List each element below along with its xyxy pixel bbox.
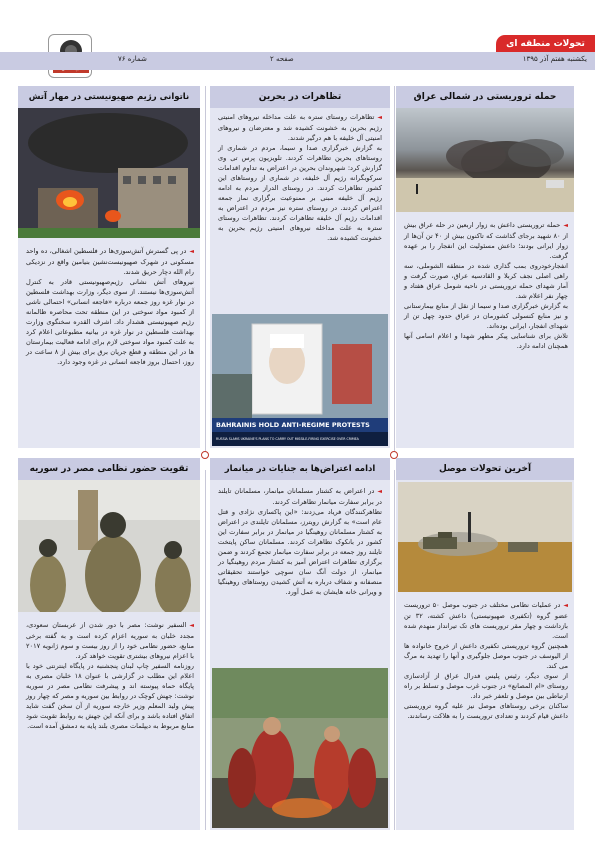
- issue-number: شماره ۷۶: [118, 55, 147, 63]
- iraq-photo: [396, 108, 574, 212]
- article-mosul: [396, 458, 574, 830]
- article-body: [26, 620, 194, 731]
- paragraph: به گزارش خبرگزاری صدا و سیما از نقل از منابع بیمارستانی و نیز منابع کنسولی کشورمان در عراق حدود چهل تن از شهدای انفجار، ایرانی بوده‌اند.: [404, 302, 568, 330]
- header-bar: [0, 52, 595, 70]
- egypt-photo: [18, 480, 200, 612]
- smoke-illustration: [396, 108, 574, 212]
- fire-photo: [18, 108, 200, 238]
- bullet-icon: ◄: [377, 488, 382, 495]
- monks-illustration: [212, 668, 388, 828]
- paragraph: به گزارش خبرگزاری صدا و سیما، مردم در شماری از روستاهای بحرین تظاهرات کردند. تلویزیون پرس تی وی گزارش کرد: شهروندان بحرین در اعتراض به تداوم اقدامات سرکوبگرانه رژیم آل خلیفه، در شماری از روستاهای این کشور تظاهرات کردند. در روستای الدراز مردم به ادامه رژیم آل خلیفه مبنی بر ممنوعیت برگزاری نماز جمعه اعتراض کردند. در روستای ستره نیز مردم در اعتراض به اقدامات رژیم آل خلیفه تظاهرات کردند. تظاهرات روستای ستره به علت مداخله نیروهای امنیتی رژیم بحرین به خشونت کشیده شد.: [218, 144, 382, 242]
- article-iraq: [396, 86, 574, 448]
- article-body: [26, 246, 194, 367]
- paragraph: روزنامه السفیر چاپ لبنان پنجشنبه در پایگاه اینترنتی خود با اعلام این مطلب در گزارشی با عنوان ۱۸ خلبان مصری به پایگاه حماه پیوسته اند و پیشرفت نظامی مصر در سوریه نوشت: جهش کوچک در روابط بین سوریه و مصر که چهار روز پیش ولید المعلم وزیر خارجه سوریه از آن سخن گفت شاید اتفاق افتاده باشد و برای آنکه این جهش به روابط تقویت شود منابع مربوط به دیپلمات مصری بلند پایه به دمشق آمده است.: [26, 662, 194, 730]
- paragraph: حمله تروریستی داعش به زوار اربعین در حله عراق بیش از ۸۰ شهید برجای گذاشت که تاکنون بیش از ۴۰ تن آن‌ها از زوار ایرانی بودند؛ داعش مسئولیت این انفجار را بر عهده گرفت.: [404, 221, 568, 260]
- article-title: حمله تروریستی در شمالی عراق: [396, 86, 574, 108]
- article-title: ادامه اعتراض‌ها به جنایات در میانمار: [210, 458, 390, 480]
- paragraph: ساکنان برخی روستاهای موصل نیز علیه گروه تروریستی داعش قیام کردند و تعدادی تروریست را به هلاکت رساندند.: [404, 702, 568, 720]
- paragraph: انفجارخودروی بمب گذاری شده در منطقه الشوملی، سه راهی اصلی نجف کربلا و القادسیه عراق، صورت گرفت و آمار شهدای حمله تروریستی در ناحیه شومل عراق هفتاد و چهار نفر اعلام شد.: [404, 262, 568, 300]
- paragraph: همچنین گروه تروریستی تکفیری داعش از خروج خانواده ها از الیوسف در جنوب موصل جلوگیری و آنها را تهدید به مرگ می کند.: [404, 642, 568, 670]
- column-divider: [394, 86, 395, 456]
- article-title: ناتوانی رژیم صهیونیستی در مهار آتش: [18, 86, 200, 108]
- article-body: [404, 220, 568, 351]
- article-myanmar: [210, 458, 390, 830]
- soldiers-illustration: [18, 480, 200, 612]
- paragraph: نیروهای آتش نشانی رژیم‌صهیونیستی قادر به کنترل آتش‌سوزی‌ها نیستند. از سوی دیگر، وزارت بهداشت فلسطین در نوار غزه روز جمعه درباره «فاجعه انسانی» احتمالی ناشی از کمبود مواد سوختی در این منطقه تحت محاصره ظالمانه رژیم صهیونیستی هشدار داد. اشرف القدره سخنگوی وزارت بهداشت فلسطین در نوار غزه در بیانیه مطبوعاتی اعلام کرد به علت کمبود مواد سوختی لازم برای ادامه فعالیت بیمارستان ها در این منطقه و قطع جریان برق برای بیش از ۸ ساعت در روز، احتمال بروز فاجعه انسانی در غزه وجود دارد.: [26, 278, 194, 366]
- article-body: [404, 600, 568, 721]
- article-title: تظاهرات در بحرین: [210, 86, 390, 108]
- article-body: [218, 486, 382, 597]
- article-title: تقویت حضور نظامی مصر در سوریه: [18, 458, 200, 480]
- column-divider: [205, 470, 206, 830]
- article-title: آخرین تحولات موصل: [396, 458, 574, 480]
- divider-dot: [201, 451, 209, 459]
- bullet-icon: ◄: [563, 602, 568, 609]
- paragraph: تلاش برای شناسایی پیکر مطهر شهدا و اعلام اسامی آنها همچنان ادامه دارد.: [404, 332, 568, 350]
- paragraph: در اعتراض به کشتار مسلمانان میانمار، مسلمانان تایلند در برابر سفارت میانمار تظاهرات کردند.: [218, 487, 382, 506]
- paragraph: در عملیات نظامی مختلف در جنوب موصل ۵۰ تروریست عضو گروه (تکفیری صهیونیستی) داعش کشته، ۳۲ تن بازداشت و چهار مقر تروریست های تک تیرانداز منهدم شده است.: [404, 601, 568, 640]
- bullet-icon: ◄: [563, 222, 568, 229]
- myanmar-photo: [212, 668, 388, 828]
- page-number: صفحه ۲: [270, 55, 294, 63]
- column-divider: [394, 470, 395, 830]
- article-body: [218, 112, 382, 243]
- paragraph: از سوی دیگر، رئیس پلیس فدرال عراق از آزادسازی روستای «ام المصانع» در جنوب غرب موصل و تسلط بر راه ارتباطی بین موصل و تلعفر خبر داد.: [404, 672, 568, 700]
- fire-illustration: [18, 108, 200, 238]
- news-caption: BAHRAINIS HOLD ANTI-REGIME PROTESTS: [212, 418, 388, 432]
- paragraph: السفیر نوشت: مصر با دور شدن از عربستان سعودی، مجدد خلبان به سوریه اعزام کرده است و به گفته برخی منابع، حضور نظامی خود را از روز بیست و سوم ژانویه ۲۰۱۷ با اعزام نیروهای بیشتری تقویت خواهد کرد.: [26, 621, 194, 660]
- bullet-icon: ◄: [189, 248, 194, 255]
- bahrain-photo: [212, 314, 388, 446]
- article-bahrain: [210, 86, 390, 448]
- article-palestine: [18, 86, 200, 448]
- news-ticker: RUSSIA SLAMS UKRAINE'S PLANS TO CARRY OUT MISSILE-FIRING EXERCISE OVER CRIMEA: [212, 432, 388, 446]
- issue-date: یکشنبه هفتم آذر ۱۳۹۵: [522, 55, 587, 63]
- column-divider: [205, 86, 206, 456]
- paragraph: تظاهرکنندگان فریاد می‌زدند: «این پاکسازی نژادی و قتل عام است» به گزارش رویترز، مسلمانان تایلندی در اعتراض به کشتار مسلمانان روهینگیا در میانمار در برابر سفارت این کشور در بانکوک تظاهرات کردند. مسلمانان ساکن پایتخت تایلند روز جمعه در برابر سفارت میانمار تجمع کردند و ضمن برگزاری تظاهرات اعتراض آمیز به کشتار مردم روهینگیا در میانمار، از دولت آنگ سان سوچی خواستند تحقیقاتی منصفانه و شفاف درباره به آتش کشیدن روستاهای روهینگیا و ویرانی خانه هایشان به عمل آورد.: [218, 508, 382, 596]
- section-tab: تحولات منطقه ای: [496, 35, 595, 53]
- bullet-icon: ◄: [189, 622, 194, 629]
- article-egypt: [18, 458, 200, 830]
- paragraph: در پی گسترش آتش‌سوزی‌ها در فلسطین اشغالی، ده واحد مسکونی در شهرک صهیونیست‌نشین بنیامین واقع در نزدیکی رام الله دچار حریق شدند.: [26, 247, 194, 276]
- paragraph: تظاهرات روستای ستره به علت مداخله نیروهای امنیتی رژیم بحرین به خشونت کشیده شد و معترضان و نیروهای امنیتی آل خلیفه با هم درگیر شدند.: [218, 113, 382, 142]
- tanks-illustration: [398, 482, 572, 592]
- mosul-photo: [398, 482, 572, 592]
- bullet-icon: ◄: [377, 114, 382, 121]
